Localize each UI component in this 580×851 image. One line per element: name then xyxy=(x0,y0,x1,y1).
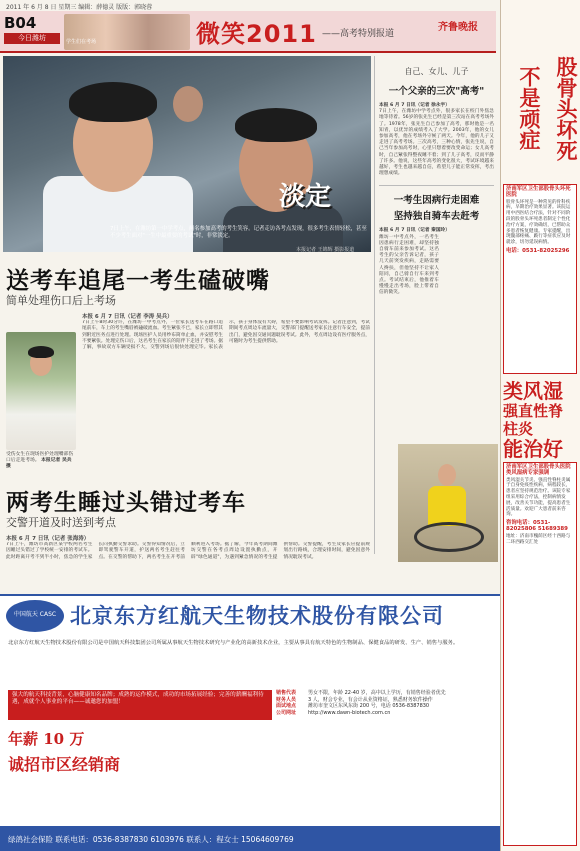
story1-byline: 本报 6 月 7 日讯（记者 李涛 吴兵） xyxy=(82,314,173,320)
banner-photo-label: 学生们在考场 xyxy=(66,39,97,45)
job-row: 公司网址 http://www.dawn-biotech.com.cn xyxy=(276,709,391,716)
story2-body: 7日上午，潍坊市高新区某学校两名考生因睡过头错过了学校统一安排的考试车。此时距离开考不到半小时，焦急的学生家长向执勤交警求助。交警得知情况后，立即驾驶警车开道，护送两名考生赶往考点。在交警的帮助下，两名考生在开考前顺利进入考场。据了解，今年高考期间潍坊交警在各考点周边设置执勤点，开辟"绿色通道"，为遇到紧急情况的考生提供帮助。交警提醒，考生及家长应提前规划出行路线，合理安排时间，避免因意外情况耽误考试。 xyxy=(6,542,370,560)
ad-title: 北京东方红航天生物技术股份有限公司 xyxy=(70,604,444,628)
section-number: B04 xyxy=(4,14,37,32)
right-head-bushi: 不是顽症 xyxy=(517,66,542,150)
section-tag: 今日潍坊 xyxy=(4,33,60,44)
story1-body-block xyxy=(82,312,370,458)
masthead-subtitle: ——高考特别报道 xyxy=(322,29,395,39)
job-row: 销售代表 男女不限，年龄 22-40 岁，高中以上学历，有销售经验者优先 xyxy=(276,690,446,696)
casc-logo: 中国航天 CASC xyxy=(6,600,64,632)
right-box-1-title: 济南军区卫生部股骨头坏死医院 xyxy=(506,186,571,198)
right-head-nengzhi: 能治好 xyxy=(503,437,563,461)
lead-photo-credit: 本报记者 王锦辉 摄影报道 xyxy=(296,247,355,253)
story4-byline: 本报 6 月 7 日讯（记者 秦国玲） xyxy=(379,228,450,234)
job-row: 面试地点 潍坊市奎文区东风东街 200 号，电话 0536-8387830 xyxy=(276,703,430,710)
ad-intro: 北京东方红航天生物技术股份有限公司是中国航天科技集团公司所属从事航天生物技术研究与产业化的高新技术企业，主要从事具有航天特色的生物制品、保健食品的研发、生产、销售与服务。 xyxy=(8,640,459,646)
newspaper-logo: 齐鲁晚报 xyxy=(438,22,478,33)
right-head-gutou: 股骨头坏死 xyxy=(554,55,579,161)
story1-photo-credit: 本报记者 吴兵 摄 xyxy=(6,458,72,469)
lead-photo xyxy=(3,56,371,252)
right-phone-1: 电话：0531-82025296 xyxy=(506,247,570,254)
right-box-1-text: 股骨头坏死是一种常见的骨科疾病，早期治疗效果显著。该院运用中西医结合疗法，针对不同阶段的股骨头坏死患者制定个性化治疗方案，疗效确切，已帮助众多患者恢复健康。专家提醒，出现髋部疼痛、跛行等症状应及时就诊，切勿延误病情。 xyxy=(506,199,571,246)
dateline: 2011 年 6 月 8 日 星期三 编辑：薛德灵 版版：郭晓蓉 xyxy=(6,4,153,11)
story1-subhead: 简单处理伤口后上考场 xyxy=(6,294,116,307)
ad-salary: 年薪 10 万 xyxy=(8,730,85,748)
right-address: 地址：济南市槐荫区经十西路与二环西路交汇处 xyxy=(506,533,571,545)
ad-recruit: 诚招市区经销商 xyxy=(8,755,121,774)
lead-photo-caption: 7日上午，在潍坊第一中学考点，两名参加高考的考生笑容。记者走访各考点发现，很多考生表情轻松，甚至不少考生面对"一生中最重要的考试"时，非常淡定。 xyxy=(110,226,367,239)
ad-footer: 绿鸽社会保险 联系电话：0536-8387830 6103976 联系人：程女士 15064609769 xyxy=(0,826,500,851)
story1-photo xyxy=(6,332,76,450)
story1-photo-caption-text: 受伤女生在现场医护处理嘴部伤口后走进考场。 xyxy=(6,452,74,463)
story2-byline: 本报 6 月 7 日讯（记者 张海涛） xyxy=(6,536,90,542)
right-phone-2: 咨询电话：0531-82025806 51689389 xyxy=(506,520,568,532)
masthead: 微笑2011 xyxy=(196,20,317,48)
story2-headline: 两考生睡过头错过考车 xyxy=(6,490,246,516)
right-box-1 xyxy=(503,184,577,374)
right-headline-1 xyxy=(500,38,580,178)
right-box-2 xyxy=(503,462,577,846)
story4-body: 潍坊一中考点外，一名考生因患病行走困难，却坚持独自骑车前来参加考试。这名考生的父亲告诉记者，孩子几天前突发疾病，走路需要人搀扶，但他坚持不让家人陪同，自己骑自行车来到考点。考试结束后，他推着车慢慢走出考场，脸上带着自信的微笑。 xyxy=(379,234,439,296)
story4-photo xyxy=(398,444,498,562)
story1-headline: 送考车追尾一考生磕破嘴 xyxy=(6,268,270,294)
story4-headline2: 坚持独自骑车去赶考 xyxy=(393,211,480,223)
ad-jobs xyxy=(276,690,496,716)
story1-photo-caption xyxy=(6,452,76,470)
story3-byline: 本报 6 月 7 日讯（记者 徐永宇） xyxy=(379,103,450,108)
right-box-2-title: 济南军区卫生部股骨头医院类风湿病专家强调 xyxy=(506,464,571,476)
right-head-qiangzhi: 强直性脊柱炎 xyxy=(503,402,564,438)
job-row: 财务人员 3 人，财会专业，有会计从业资格证，熟悉财务软件操作 xyxy=(276,696,433,703)
right-box-2-text: 类风湿关节炎、强直性脊柱炎属于自身免疫性疾病，病程较长，患者应坚持规范治疗。该院专家组采用综合疗法，控制病情发展，改善关节功能，提高患者生活质量。欢迎广大患者前来咨询。 xyxy=(506,477,571,518)
story4-headline: 一考生因病行走困难 xyxy=(393,195,480,207)
right-headline-2 xyxy=(503,380,577,460)
story2-subhead: 交警开道及时送到考点 xyxy=(6,516,116,529)
right-head-leifeng: 类风湿 xyxy=(503,379,563,403)
ad-highlight-box: 强大的航天科技背景，心脑健康知名品牌；成熟的运作模式，成功的市场拓展经验；完善的薪酬福利待遇，成就个人事业的平台——诚邀您的加盟！ xyxy=(8,690,272,720)
story1-body: 7日上午8时30分许，在潍坊一中考点外，一位家长送考车在路口追尾前车，车上的考生嘴唇被磕破流血。考生紧张不已，家长立即带其到附近医务点进行处理。现场医护人员用纱布简单止血，并安慰考生不要紧张。处理完伤口后，这名考生在家长的陪伴下走进了考场。据了解，事故双方车辆受损不大，交警到场后很快处理完毕。家长表示，孩子身体没有大碍，希望不要影响考试发挥。记者注意到，考试期间考点周边车流量大，交警部门提醒送考家长注意行车安全，提前出门，避免因交通问题耽误考试。此外，考点周边设有医疗服务点，可随时为考生提供帮助。 xyxy=(82,320,370,351)
story3-body: 7日上午，在潍坊中学考点外，很多家长在校门外焦急地等待着。56岁的张先生已经是第三次站在高考考场外了。1978年，张先生自己参加了高考，那时他是一名知青，以优异的成绩考入了大学。2003年，他的女儿参加高考，他在考场外守候了两天。今年，他的儿子又走进了高考考场。三次高考，三种心情，张先生说，自己当年参加高考时，心里只想着要改变命运；女儿高考时，自己紧张得整夜睡不着；到了儿子高考，反而平静了许多。他说，这些年高考的变化很大，考试环境越来越好，考生也越来越自信，希望儿子能正常发挥，考出理想成绩。 xyxy=(379,109,494,177)
story3-headline: 一个父亲的三次"高考" xyxy=(388,86,485,97)
photo-overlay-text: 淡定 xyxy=(279,182,332,212)
story3-kicker: 自己、女儿、儿子 xyxy=(404,67,469,76)
story2-body-block xyxy=(6,534,370,594)
